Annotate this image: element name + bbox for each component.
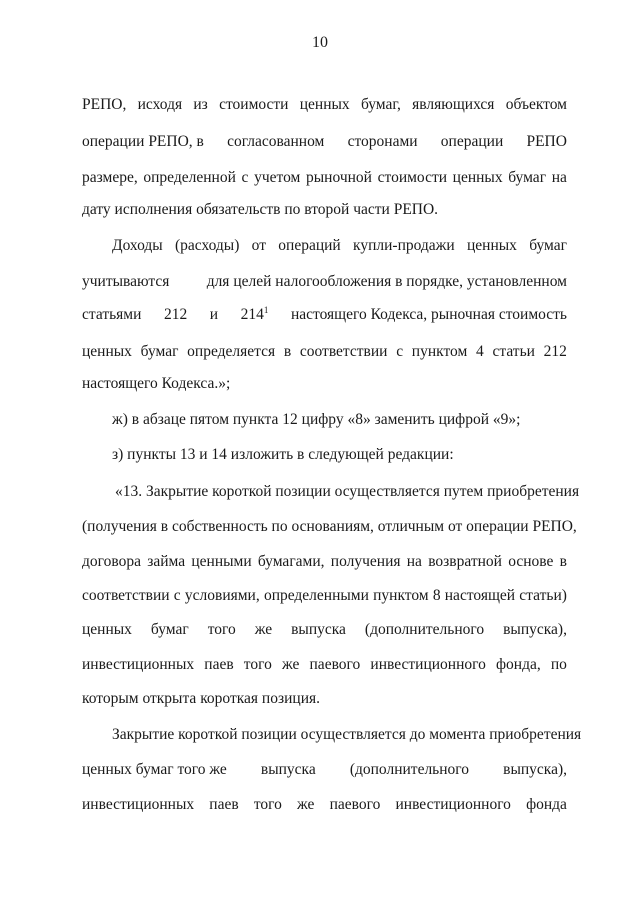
word: РЕПО bbox=[526, 133, 567, 150]
word: паев bbox=[209, 796, 239, 813]
word: с bbox=[241, 169, 249, 186]
word: договора bbox=[82, 553, 141, 570]
text-line bbox=[82, 96, 567, 114]
word: (дополнительного bbox=[349, 761, 470, 778]
word: Доходы bbox=[112, 237, 163, 254]
word: на bbox=[406, 553, 422, 570]
text-line bbox=[82, 656, 567, 674]
word: (расходы) bbox=[174, 237, 240, 254]
word: из bbox=[193, 96, 208, 113]
word: рыночной bbox=[306, 169, 372, 186]
text-line: настоящего Кодекса.»; bbox=[82, 375, 231, 392]
word: выпуска bbox=[291, 621, 346, 638]
text-line bbox=[112, 237, 567, 255]
word: являющихся bbox=[412, 96, 495, 113]
text-line bbox=[82, 796, 567, 814]
word: определяется bbox=[187, 343, 276, 360]
word: стоимости bbox=[377, 169, 448, 186]
text-line bbox=[82, 273, 567, 291]
word: основе bbox=[508, 553, 554, 570]
word: (дополнительного bbox=[364, 621, 485, 638]
word: определенными bbox=[263, 587, 369, 604]
text-line bbox=[82, 343, 567, 361]
text-line: которым открыта короткая позиция. bbox=[82, 690, 320, 707]
word: выпуска bbox=[260, 761, 316, 778]
word: соответствии bbox=[299, 343, 388, 360]
word: пунктом bbox=[411, 343, 468, 360]
word: инвестиционного bbox=[395, 796, 511, 813]
word: инвестиционного bbox=[370, 656, 486, 673]
word: и bbox=[209, 306, 219, 323]
text-line bbox=[82, 553, 567, 571]
text-line bbox=[82, 587, 567, 605]
word: ценных bbox=[82, 343, 132, 360]
word: возвратной bbox=[428, 553, 502, 570]
word: выпуска), bbox=[503, 621, 567, 638]
word: настоящего Кодекса, рыночная стоимость bbox=[290, 306, 567, 323]
word: размере, bbox=[82, 169, 138, 186]
word: инвестиционных bbox=[82, 796, 195, 813]
word: бумаг bbox=[140, 343, 179, 360]
word: же bbox=[254, 621, 273, 638]
word: в bbox=[559, 553, 567, 570]
word: в bbox=[283, 343, 292, 360]
text-line: дату исполнения обязательств по второй части РЕПО. bbox=[82, 201, 439, 218]
word: статьями bbox=[82, 306, 142, 323]
word: же bbox=[281, 656, 300, 673]
word: ценными bbox=[191, 553, 252, 570]
word: ценных bbox=[82, 621, 132, 638]
word: же bbox=[297, 796, 315, 813]
word: согласованном bbox=[227, 133, 325, 150]
word: бумаг bbox=[150, 621, 189, 638]
word: получения bbox=[330, 553, 401, 570]
word: ценных bbox=[452, 169, 503, 186]
word: операции РЕПО, в bbox=[82, 133, 204, 150]
word: бумаг bbox=[529, 237, 567, 254]
word: ценных bbox=[466, 237, 517, 254]
word: соответствии bbox=[82, 587, 170, 604]
word: операций bbox=[278, 237, 341, 254]
word: инвестиционных bbox=[82, 656, 195, 673]
word: займа bbox=[147, 553, 186, 570]
text-line: ж) в абзаце пятом пункта 12 цифру «8» заменить цифрой «9»; bbox=[112, 411, 521, 428]
word: паевого bbox=[309, 656, 361, 673]
word: выпуска), bbox=[503, 761, 567, 778]
text-line bbox=[82, 621, 567, 639]
word: исходя bbox=[137, 96, 183, 113]
word: учитываются bbox=[82, 273, 170, 290]
word: стоимости bbox=[219, 96, 289, 113]
text-line bbox=[82, 133, 567, 151]
word: бумаг bbox=[508, 169, 547, 186]
word: фонда bbox=[526, 796, 567, 813]
word: для целей налогообложения в порядке, установленном bbox=[206, 273, 567, 290]
word: 8 bbox=[432, 587, 441, 604]
text-line bbox=[82, 169, 567, 187]
text-line: (получения в собственность по основаниям, отличным от операции РЕПО, bbox=[82, 518, 577, 535]
word: ценных бумаг того же bbox=[82, 761, 227, 778]
word: того bbox=[207, 621, 236, 638]
word: $214^1$ bbox=[240, 305, 269, 323]
word: статьи) bbox=[519, 587, 567, 604]
word: паев bbox=[204, 656, 234, 673]
word: статьи bbox=[492, 343, 535, 360]
word: по bbox=[550, 656, 567, 673]
word: паевого bbox=[329, 796, 381, 813]
word: того bbox=[253, 796, 282, 813]
text-line bbox=[82, 306, 567, 324]
word: фонда, bbox=[495, 656, 541, 673]
word: купли-продажи bbox=[353, 237, 455, 254]
word: от bbox=[251, 237, 266, 254]
word: того bbox=[243, 656, 272, 673]
word: определенной bbox=[143, 169, 236, 186]
word: на bbox=[551, 169, 567, 186]
word: настоящей bbox=[444, 587, 516, 604]
word: бумаг, bbox=[360, 96, 401, 113]
word: сторонами bbox=[347, 133, 418, 150]
word: с bbox=[396, 343, 404, 360]
word: 4 bbox=[476, 343, 484, 360]
text-line: Закрытие короткой позиции осуществляется до момента приобретения bbox=[112, 726, 582, 743]
word: учетом bbox=[254, 169, 301, 186]
page-number: 10 bbox=[312, 34, 328, 51]
word: бумагами, bbox=[257, 553, 325, 570]
text-line bbox=[82, 761, 567, 779]
word: ценных bbox=[299, 96, 350, 113]
word: 212 bbox=[163, 306, 188, 323]
text-line: з) пункты 13 и 14 изложить в следующей редакции: bbox=[112, 446, 454, 463]
word: операции bbox=[440, 133, 504, 150]
word: с bbox=[173, 587, 181, 604]
word: условиями, bbox=[184, 587, 260, 604]
word: 212 bbox=[543, 343, 567, 360]
text-line: «13. Закрытие короткой позиции осуществляется путем приобретения bbox=[115, 483, 580, 500]
word: объектом bbox=[505, 96, 567, 113]
word: пунктом bbox=[373, 587, 429, 604]
superscript: 1 bbox=[263, 305, 269, 315]
word: РЕПО, bbox=[82, 96, 127, 113]
